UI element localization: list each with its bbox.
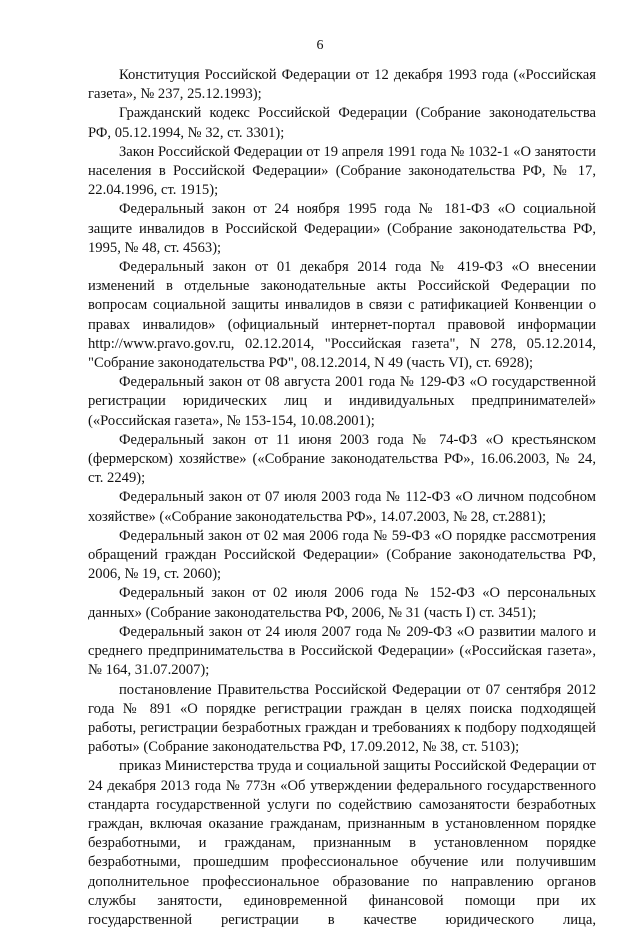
page-number: 6 [316,38,324,53]
paragraph-129-fz: Федеральный закон от 08 августа 2001 года № 129-ФЗ «О государственной регистрации юридических лиц и индивидуальных предпринимателей» («Российская газета», № 153-154, 10.08.2001); [88,374,596,429]
paragraph-order-773n: приказ Министерства труда и социальной защиты Российской Федерации от 24 декабря 2013 года № 773н «Об утверждении федерального государственного стандарта государственной услуги по содействию самозанятости безработных граждан, включая оказание гражданам, признанным в установленном порядке безработными, и гражданам, признанным в установленном порядке безработными, прошедшим профессиональное обучение или получившим дополнительное профессиональное образование по направлению органов службы занятости, единовременной финансовой помощи при их государственной регистрации в качестве юридического лица, [88,758,596,928]
paragraph-civil-code: Гражданский кодекс Российской Федерации (Собрание законодательства РФ, 05.12.1994, № 32, ст. 3301); [88,105,596,141]
paragraph-209-fz: Федеральный закон от 24 июля 2007 года № 209-ФЗ «О развитии малого и среднего предпринимательства в Российской Федерации» («Российская газета», № 164, 31.07.2007); [88,623,596,679]
paragraph-112-fz: Федеральный закон от 07 июля 2003 года № 112-ФЗ «О личном подсобном хозяйстве» («Собрание законодательства РФ», 14.07.2003, № 28, ст.2881); [88,489,596,525]
paragraph-government-decree-891: постановление Правительства Российской Федерации от 07 сентября 2012 года № 891 «О порядке регистрации граждан в целях поиска подходящей работы, регистрации безработных граждан и требованиях к подбору подходящей работы» (Собрание законодательства РФ, 17.09.2012, № 38, ст. 5103); [88,681,596,756]
paragraph-disabled-protection-law: Федеральный закон от 24 ноября 1995 года № 181-ФЗ «О социальной защите инвалидов в Российской Федерации» (Собрание законодательства РФ, 1995, № 48, ст. 4563); [88,201,596,256]
paragraph-constitution: Конституция Российской Федерации от 12 декабря 1993 года («Российская газета», № 237, 25.12.1993); [88,67,596,103]
paragraph-employment-law: Закон Российской Федерации от 19 апреля 1991 года № 1032-1 «О занятости населения в Российской Федерации» (Собрание законодательства РФ, № 17, 22.04.1996, ст. 1915); [88,143,596,199]
paragraph-59-fz: Федеральный закон от 02 мая 2006 года № 59-ФЗ «О порядке рассмотрения обращений граждан Российской Федерации» (Собрание законодательства РФ, 2006, № 19, ст. 2060); [88,527,596,583]
paragraph-152-fz: Федеральный закон от 02 июля 2006 года № 152-ФЗ «О персональных данных» (Собрание законодательства РФ, 2006, № 31 (часть I) ст. 3451); [88,585,596,621]
paragraph-419-fz: Федеральный закон от 01 декабря 2014 года № 419-ФЗ «О внесении изменений в отдельные законодательные акты Российской Федерации по вопросам социальной защиты инвалидов в связи с ратификацией Конвенции о правах инвалидов» (официальный интернет-портал правовой информации http://www.pravo.gov.ru, 02.12.2014, "Российская газета", N 278, 05.12.2014, "Собрание законодательства РФ", 08.12.2014, N 49 (часть VI), ст. 6928); [88,259,596,372]
paragraph-74-fz: Федеральный закон от 11 июня 2003 года № 74-ФЗ «О крестьянском (фермерском) хозяйстве» («Собрание законодательства РФ», 16.06.2003, № 24, ст. 2249); [88,431,596,487]
document-body [88,66,596,930]
